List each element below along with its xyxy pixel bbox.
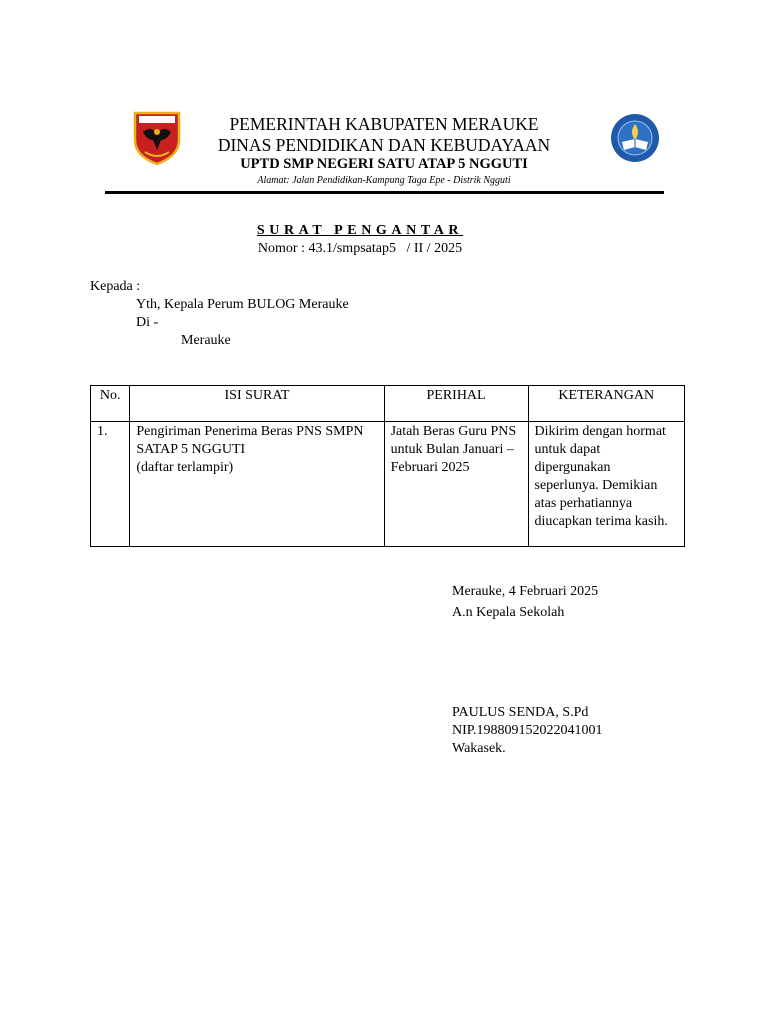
header-government: PEMERINTAH KABUPATEN MERAUKE [229,114,539,134]
signature-place-date: Merauke, 4 Februari 2025 [452,584,599,599]
letter-table [90,385,685,547]
cell-no: 1. [91,422,130,547]
letter-number: Nomor : 43.1/smpsatap5 / II / 2025 [257,241,463,256]
di-label: Di - [136,315,159,330]
signature-position: Wakasek. [452,741,506,756]
cell-isi: Pengiriman Penerima Beras PNS SMPN SATAP 5 NGGUTI (daftar terlampir) [130,422,384,547]
header-divider [105,191,664,194]
signature-on-behalf: A.n Kepala Sekolah [452,605,565,620]
to-label: Kepada : [90,279,141,294]
table-header-row [91,386,685,422]
merauke-emblem-icon [131,110,183,166]
header-department: DINAS PENDIDIKAN DAN KEBUDAYAAN [217,135,551,155]
recipient-place: Merauke [181,333,231,348]
signature-nip: NIP.198809152022041001 [452,723,603,738]
column-header-no: No. [91,386,130,422]
tut-wuri-handayani-icon [609,112,661,164]
cell-perihal: Jatah Beras Guru PNS untuk Bulan Januari – Februari 2025 [384,422,528,547]
cell-keterangan: Dikirim dengan hormat untuk dapat dipergunakan seperlunya. Demikian atas perhatiannya diucapkan terima kasih. [528,422,684,547]
recipient: Yth, Kepala Perum BULOG Merauke [136,297,349,312]
signature-name: PAULUS SENDA, S.Pd [452,705,589,720]
column-header-isi: ISI SURAT [130,386,384,422]
column-header-keterangan: KETERANGAN [528,386,684,422]
column-header-perihal: PERIHAL [384,386,528,422]
letter-title: SURAT PENGANTAR [256,223,464,238]
table-row [91,422,685,547]
header-address: Alamat: Jalan Pendidikan-Kampung Taga Epe - Distrik Ngguti [257,175,511,186]
header-school: UPTD SMP NEGERI SATU ATAP 5 NGGUTI [240,156,528,172]
